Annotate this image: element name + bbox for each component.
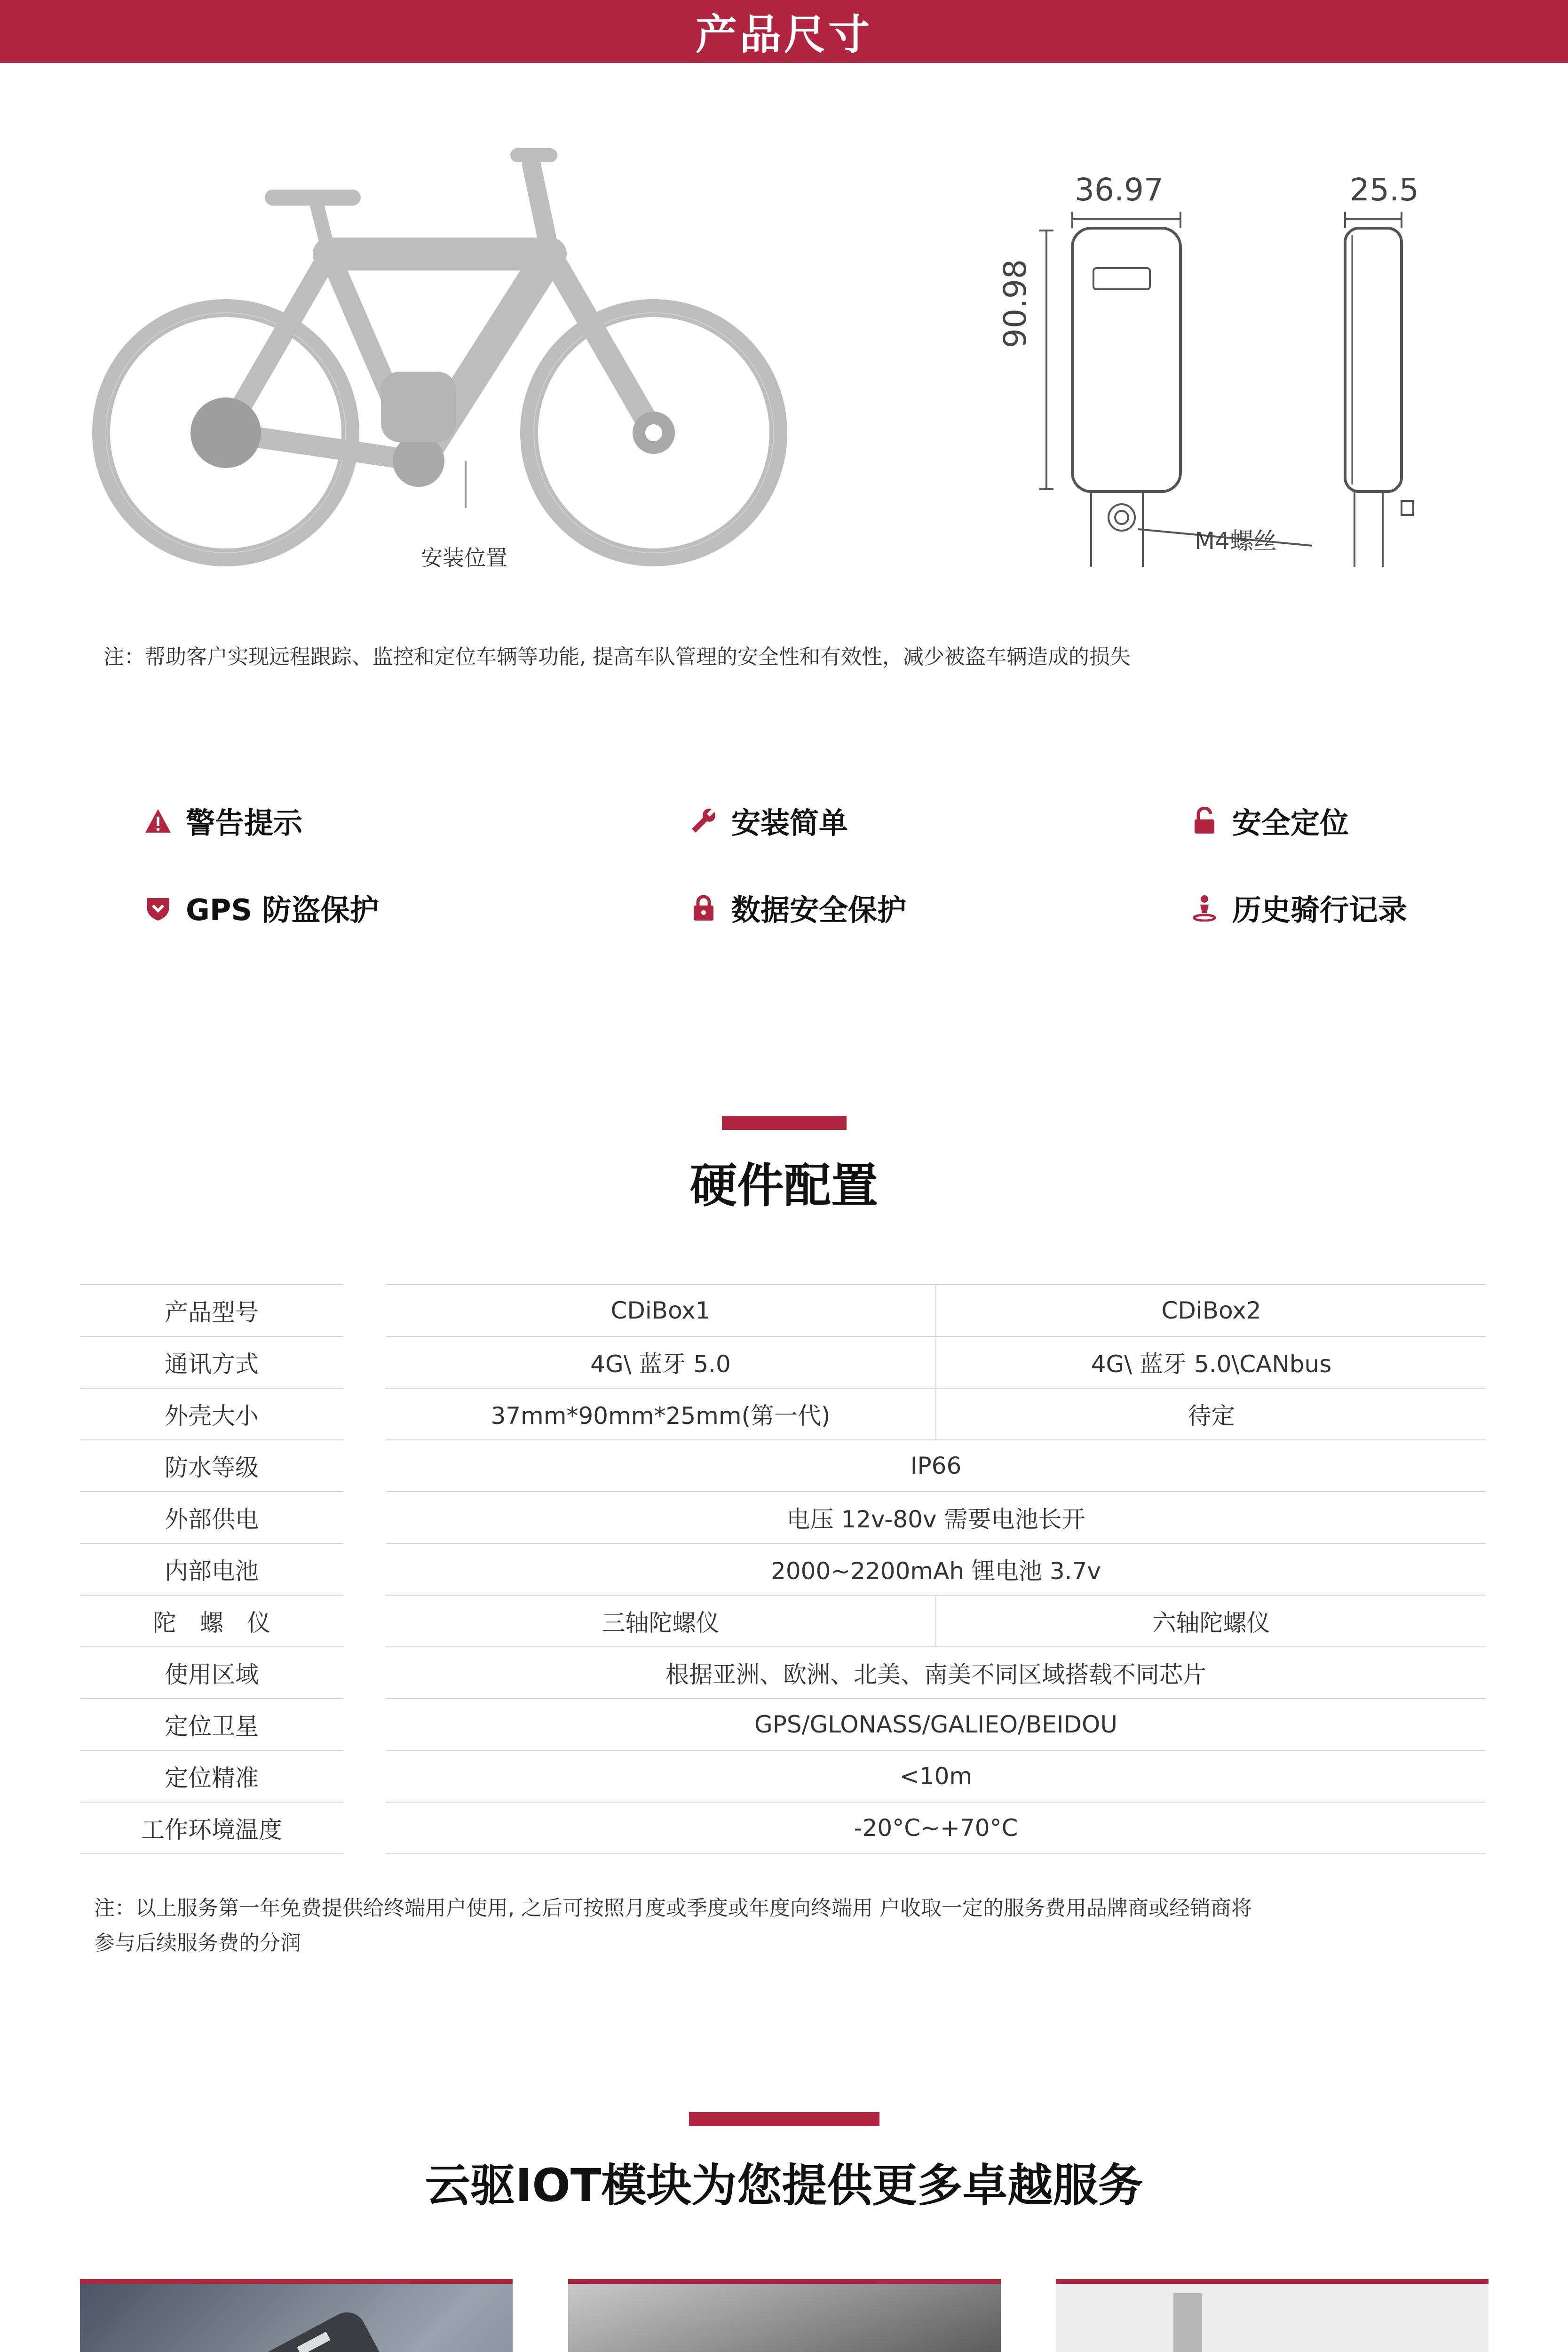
feature-label: GPS 防盗保护 [186, 893, 379, 927]
service-card-turn-signal [568, 2279, 1001, 2352]
spec-gap [343, 1543, 386, 1595]
screw-label: M4螺丝 [1195, 527, 1277, 555]
spec-label: 使用区域 [80, 1647, 343, 1699]
feature-warning [143, 800, 302, 842]
section-rule [689, 2112, 879, 2126]
lock-icon [689, 893, 718, 922]
width-dimension: 36.97 [1075, 172, 1164, 208]
spec-gap [343, 1336, 386, 1388]
top-banner [0, 0, 1568, 63]
spec-label: 防水等级 [80, 1440, 343, 1492]
spec-value: 电压 12v-80v 需要电池长开 [386, 1492, 1486, 1543]
feature-label: 警告提示 [186, 806, 303, 840]
spec-row [80, 1802, 1486, 1854]
spec-row [80, 1285, 1486, 1336]
service-note [94, 1891, 1458, 1961]
spec-row [80, 1750, 1486, 1802]
spec-label: 产品型号 [80, 1285, 343, 1336]
spec-gap [343, 1285, 386, 1336]
spec-gap [343, 1595, 386, 1647]
spec-value: IP66 [386, 1440, 1486, 1492]
page-title: 产品尺寸 [695, 10, 872, 59]
spec-label: 定位精准 [80, 1750, 343, 1802]
spec-value-box2: CDiBox2 [936, 1285, 1486, 1336]
spec-value-box2: 待定 [936, 1388, 1486, 1440]
feature-gps-protection [143, 887, 379, 929]
spec-gap [343, 1492, 386, 1543]
hardware-title: 硬件配置 [690, 1158, 878, 1213]
feature-easy-install [689, 800, 848, 842]
spec-row [80, 1388, 1486, 1440]
spec-label: 陀 螺 仪 [80, 1595, 343, 1647]
service-note-line: 注：以上服务第一年免费提供给终端用户使用, 之后可按照月度或季度或年度向终端用 户收取一定的服务费用品牌商或经销商将 [94, 1896, 1252, 1920]
feature-label: 历史骑行记录 [1232, 893, 1408, 927]
spec-row [80, 1336, 1486, 1388]
spec-row [80, 1543, 1486, 1595]
bicycle-illustration [80, 136, 814, 574]
description-note: 注：帮助客户实现远程跟踪、监控和定位车辆等功能, 提高车队管理的安全性和有效性，减少被盗车辆造成的损失 [103, 645, 1131, 669]
spec-label: 定位卫星 [80, 1699, 343, 1750]
services-title: 云驱IOT模块为您提供更多卓越服务 [425, 2159, 1143, 2212]
spec-gap [343, 1699, 386, 1750]
spec-row [80, 1647, 1486, 1699]
spec-label: 通讯方式 [80, 1336, 343, 1388]
spec-gap [343, 1388, 386, 1440]
spec-gap [343, 1750, 386, 1802]
feature-label: 安装简单 [731, 806, 848, 840]
feature-safe-location [1190, 800, 1349, 842]
spec-row [80, 1699, 1486, 1750]
spec-label: 内部电池 [80, 1543, 343, 1595]
rider-icon [1190, 893, 1219, 922]
depth-dimension: 25.5 [1350, 172, 1419, 208]
turn-signal-photo [568, 2279, 1001, 2352]
iot-module-photo [1056, 2279, 1489, 2352]
spec-value: 根据亚洲、欧洲、北美、南美不同区域搭载不同芯片 [386, 1647, 1486, 1699]
wrench-icon [689, 806, 718, 835]
spec-value-box2: 六轴陀螺仪 [936, 1595, 1486, 1647]
spec-row [80, 1492, 1486, 1543]
spec-value: 2000~2200mAh 锂电池 3.7v [386, 1543, 1486, 1595]
service-card-tracker [80, 2279, 513, 2352]
install-position-label: 安装位置 [421, 545, 507, 571]
spec-row [80, 1440, 1486, 1492]
spec-row [80, 1595, 1486, 1647]
spec-value-box1: 37mm*90mm*25mm(第一代) [386, 1388, 936, 1440]
spec-value: -20°C~+70°C [386, 1802, 1486, 1854]
spec-label: 工作环境温度 [80, 1802, 343, 1854]
spec-label: 外部供电 [80, 1492, 343, 1543]
spec-value-box1: 4G\ 蓝牙 5.0 [386, 1336, 936, 1388]
feature-ride-history [1190, 887, 1407, 929]
shield-icon [143, 893, 173, 922]
spec-gap [343, 1802, 386, 1854]
spec-value: GPS/GLONASS/GALIEO/BEIDOU [386, 1699, 1486, 1750]
unlock-icon [1190, 806, 1219, 835]
feature-label: 安全定位 [1232, 806, 1349, 840]
spec-value-box2: 4G\ 蓝牙 5.0\CANbus [936, 1336, 1486, 1388]
warning-icon [143, 806, 173, 835]
spec-value-box1: 三轴陀螺仪 [386, 1595, 936, 1647]
spec-gap [343, 1440, 386, 1492]
spec-value-box1: CDiBox1 [386, 1285, 936, 1336]
service-card-iot-module [1056, 2279, 1489, 2352]
spec-gap [343, 1647, 386, 1699]
height-dimension: 90.98 [997, 259, 1033, 348]
feature-data-security [689, 887, 906, 929]
spec-value: <10m [386, 1750, 1486, 1802]
tracker-photo [80, 2279, 513, 2352]
spec-label: 外壳大小 [80, 1388, 343, 1440]
service-note-line: 参与后续服务费的分润 [94, 1931, 301, 1955]
hardware-spec-table [80, 1284, 1486, 1854]
feature-label: 数据安全保护 [731, 893, 907, 927]
section-rule [722, 1116, 847, 1130]
